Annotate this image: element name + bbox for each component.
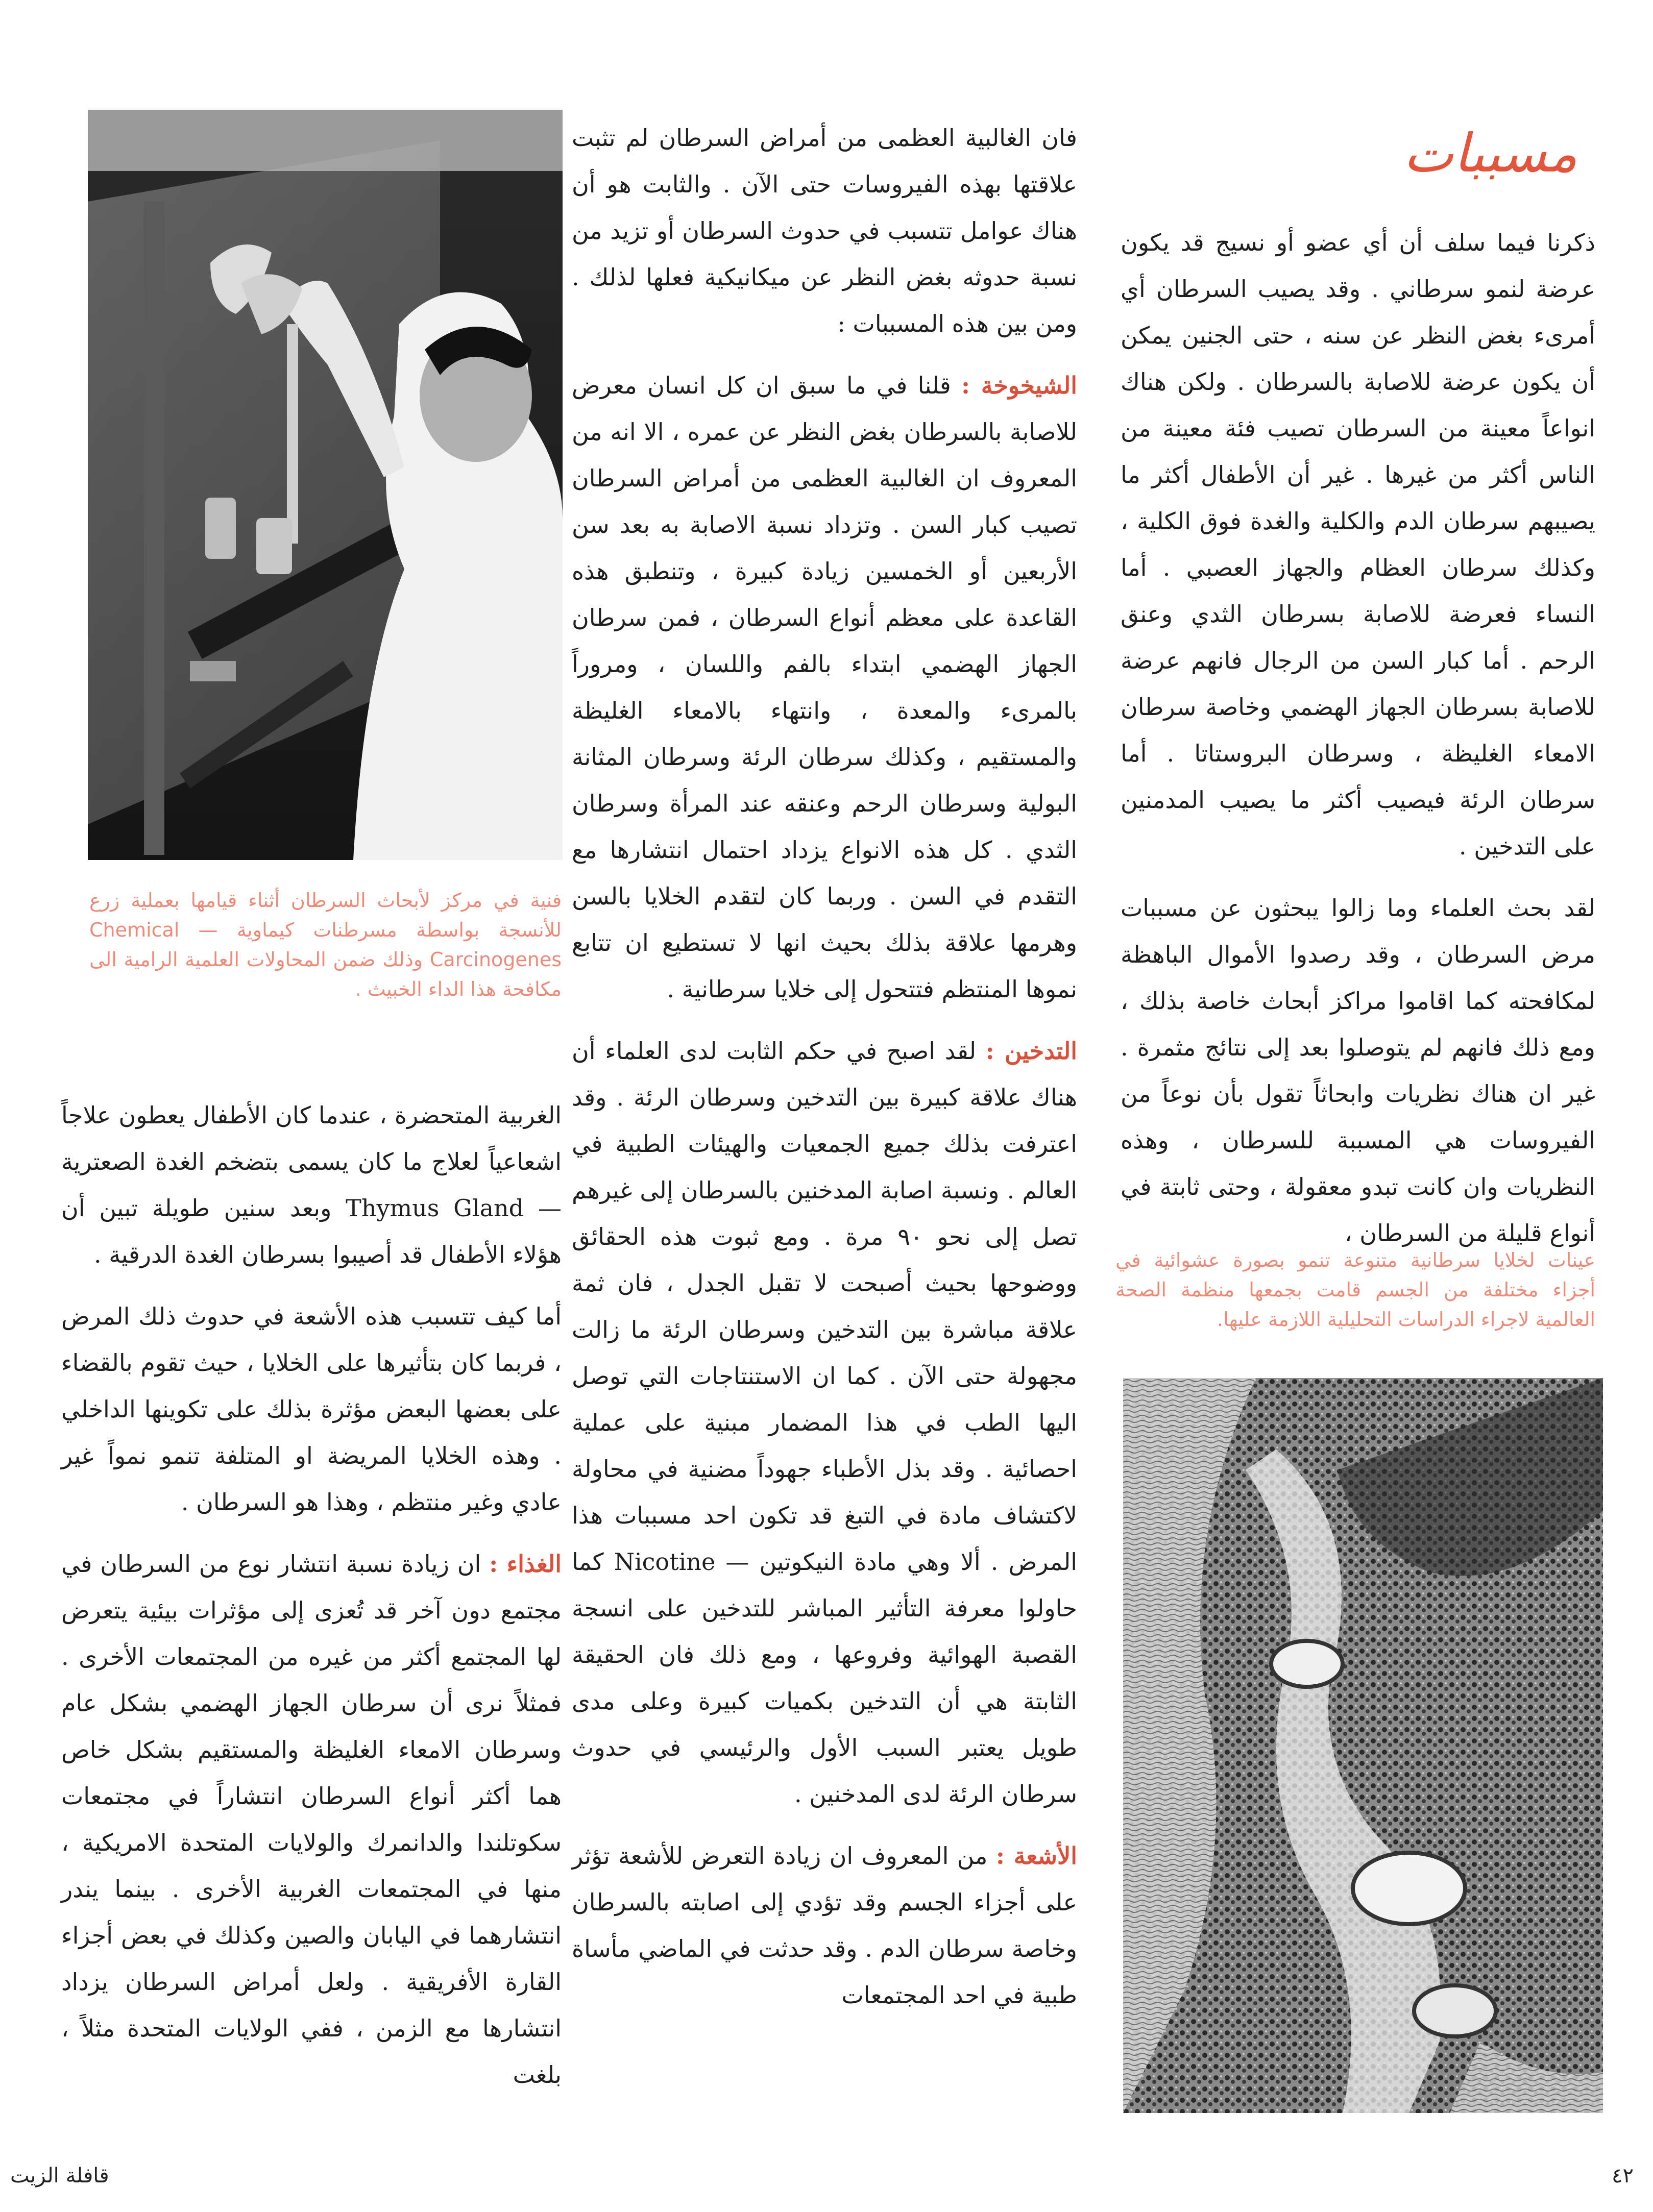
left-column <box>61 1092 562 2113</box>
article-heading: مسببات <box>1403 122 1577 184</box>
right-column <box>1121 219 1595 1247</box>
radiation-text: من المعروف ان زيادة التعرض للأشعة تؤثر على أجزاء الجسم وقد تؤدي إلى اصابته بالسرطان وخاصة سرطان الدم . وقد حدثت في الماضي مأساة طبية في احد المجتمعات <box>572 1842 1077 2009</box>
right-paragraph-2: لقد بحث العلماء وما زالوا يبحثون عن مسببات مرض السرطان ، وقد رصدوا الأموال الباهظة لمكافحته كما اقاموا مراكز أبحاث خاصة بذلك ، ومع ذلك فانهم لم يتوصلوا بعد إلى نتائج مثمرة . غير ان هناك نظريات وابحاثاً تقول بأن نوعاً من الفيروسات هي المسببة للسرطان ، وهذه النظريات وان كانت تبدو معقولة ، وحتى ثابتة في أنواع قليلة من السرطان ، <box>1121 894 1595 1247</box>
aging-paragraph <box>572 362 1077 1013</box>
food-label: الغذاء : <box>489 1550 562 1578</box>
right-paragraph-1: ذكرنا فيما سلف أن أي عضو أو نسيج قد يكون عرضة لنمو سرطاني . وقد يصيب السرطان أي أمرىء بغض النظر عن سنه ، حتى الجنين يمكن أن يكون عرضة للاصابة بالسرطان . ولكن هناك انواعاً معينة من السرطان تصيب فئة معينة من الناس أكثر من غيرها . غير أن الأطفال أكثر ما يصيبهم سرطان الدم والكلية والغدة فوق الكلية ، وكذلك سرطان العظام والجهاز العصبي . أما النساء فعرضة للاصابة بسرطان الثدي وعنق الرحم . أما كبار السن من الرجال فانهم عرضة للاصابة بسرطان الجهاز الهضمي وخاصة سرطان الامعاء الغليظة ، وسرطان البروستاتا . أما سرطان الرئة فيصيب أكثر ما يصيب المدمنين على التدخين . <box>1121 229 1595 860</box>
lab-photo-illustration <box>88 110 563 860</box>
middle-column <box>572 115 1077 2080</box>
micrograph-illustration <box>1123 1378 1603 2113</box>
aging-label: الشيخوخة : <box>961 372 1077 399</box>
lab-photo-caption: فنية في مركز لأبحاث السرطان أثناء قيامها بعملية زرع للأنسجة بواسطة مسرطنات كيماوية — Chemical Carcinogenes وذلك ضمن المحاولات العلمية الرامية الى مكافحة هذا الداء الخبيث . <box>89 889 562 1000</box>
food-paragraph <box>61 1541 562 2098</box>
smoking-label: التدخين : <box>985 1037 1077 1065</box>
left-paragraph-1: الغربية المتحضرة ، عندما كان الأطفال يعطون علاجاً اشعاعياً لعلاج ما كان يسمى بتضخم الغدة الصعترية — Thymus Gland وبعد سنين طويلة تبين أن هؤلاء الأطفال قد أصيبوا بسرطان الغدة الدرقية . <box>61 1101 562 1268</box>
micrograph-caption: عينات لخلايا سرطانية متنوعة تنمو بصورة عشوائية في أجزاء مختلفة من الجسم قامت بجمعها منظمة الصحة العالمية لاجراء الدراسات التحليلية اللازمة عليها. <box>1115 1249 1595 1331</box>
smoking-paragraph <box>572 1028 1077 1817</box>
middle-intro: فان الغالبية العظمى من أمراض السرطان لم تثبت علاقتها بهذه الفيروسات حتى الآن . والثابت هو أن هناك عوامل تتسبب في حدوث السرطان أو تزيد من نسبة حدوثه بغض النظر عن ميكانيكية فعلها لذلك . ومن بين هذه المسببات : <box>572 124 1077 337</box>
radiation-paragraph <box>572 1833 1077 2019</box>
smoking-text: لقد اصبح في حكم الثابت لدى العلماء أن هناك علاقة كبيرة بين التدخين وسرطان الرئة . وقد اعترفت بذلك جميع الجمعيات والهيئات الطبية في العالم . ونسبة اصابة المدخنين بالسرطان إلى غيرهم تصل إلى نحو ٩٠ مرة . ومع ثبوت هذه الحقائق ووضوحها بحيث أصبحت لا تقبل الجدل ، فان ثمة علاقة مباشرة بين التدخين وسرطان الرئة ما زالت مجهولة حتى الآن . كما ان الاستنتاجات التي توصل اليها الطب في هذا المضمار مبنية على عملية احصائية . وقد بذل الأطباء جهوداً مضنية في محاولة لاكتشاف مادة في التبغ قد تكون احد مسببات هذا المرض . ألا وهي مادة النيكوتين — Nicotine كما حاولوا معرفة التأثير المباشر للتدخين على انسجة القصبة الهوائية وفروعها ، ومع ذلك فان الحقيقة الثابتة هي أن التدخين بكميات كبيرة وعلى مدى طويل يعتبر السبب الأول والرئيسي في حدوث سرطان الرئة لدى المدخنين . <box>572 1037 1077 1808</box>
food-text: ان زيادة نسبة انتشار نوع من السرطان في مجتمع دون آخر قد تُعزى إلى مؤثرات بيئية يتعرض لها المجتمع أكثر من غيره من المجتمعات الأخرى . فمثلاً نرى أن سرطان الجهاز الهضمي بشكل عام وسرطان الامعاء الغليظة والمستقيم بشكل خاص هما أكثر أنواع السرطان انتشاراً في مجتمعات سكوتلندا والدانمرك والولايات المتحدة الامريكية ، منها في المجتمعات الغربية الأخرى . بينما يندر انتشارهما في اليابان والصين وكذلك في بعض أجزاء القارة الأفريقية . ولعل أمراض السرطان يزداد انتشارها مع الزمن ، ففي الولايات المتحدة مثلاً ، بلغت <box>61 1550 562 2088</box>
magazine-name: قافلة الزيت <box>10 2164 109 2188</box>
aging-text: قلنا في ما سبق ان كل انسان معرض للاصابة بالسرطان بغض النظر عن عمره ، الا انه من المعروف ان الغالبية العظمى من أمراض السرطان تصيب كبار السن . وتزداد نسبة الاصابة به بعد سن الأربعين أو الخمسين زيادة كبيرة ، وتنطبق هذه القاعدة على معظم أنواع السرطان ، فمن سرطان الجهاز الهضمي ابتداء بالفم واللسان ، ومروراً بالمرىء والمعدة ، وانتهاء بالامعاء الغليظة والمستقيم ، وكذلك سرطان الرئة وسرطان المثانة البولية وسرطان الرحم وعنقه عند المرأة وسرطان الثدي . كل هذه الانواع يزداد احتمال انتشارها مع التقدم في السن . وربما كان لتقدم الخلايا بالسن وهرمها علاقة بذلك بحيث انها لا تستطيع ان تتابع نموها المنتظم فتتحول إلى خلايا سرطانية . <box>572 372 1077 1003</box>
lab-technician-photo <box>88 110 563 860</box>
cancer-cells-micrograph <box>1123 1378 1603 2113</box>
radiation-label: الأشعة : <box>995 1842 1078 1870</box>
page-number: ٤٢ <box>1612 2164 1634 2188</box>
left-paragraph-2: أما كيف تتسبب هذه الأشعة في حدوث ذلك المرض ، فربما كان بتأثيرها على الخلايا ، حيث تقوم بالقضاء على بعضها البعض مؤثرة بذلك على تكوينها الداخلي . وهذه الخلايا المريضة او المتلفة تنمو نمواً غير عادي وغير منتظم ، وهذا هو السرطان . <box>61 1302 562 1516</box>
